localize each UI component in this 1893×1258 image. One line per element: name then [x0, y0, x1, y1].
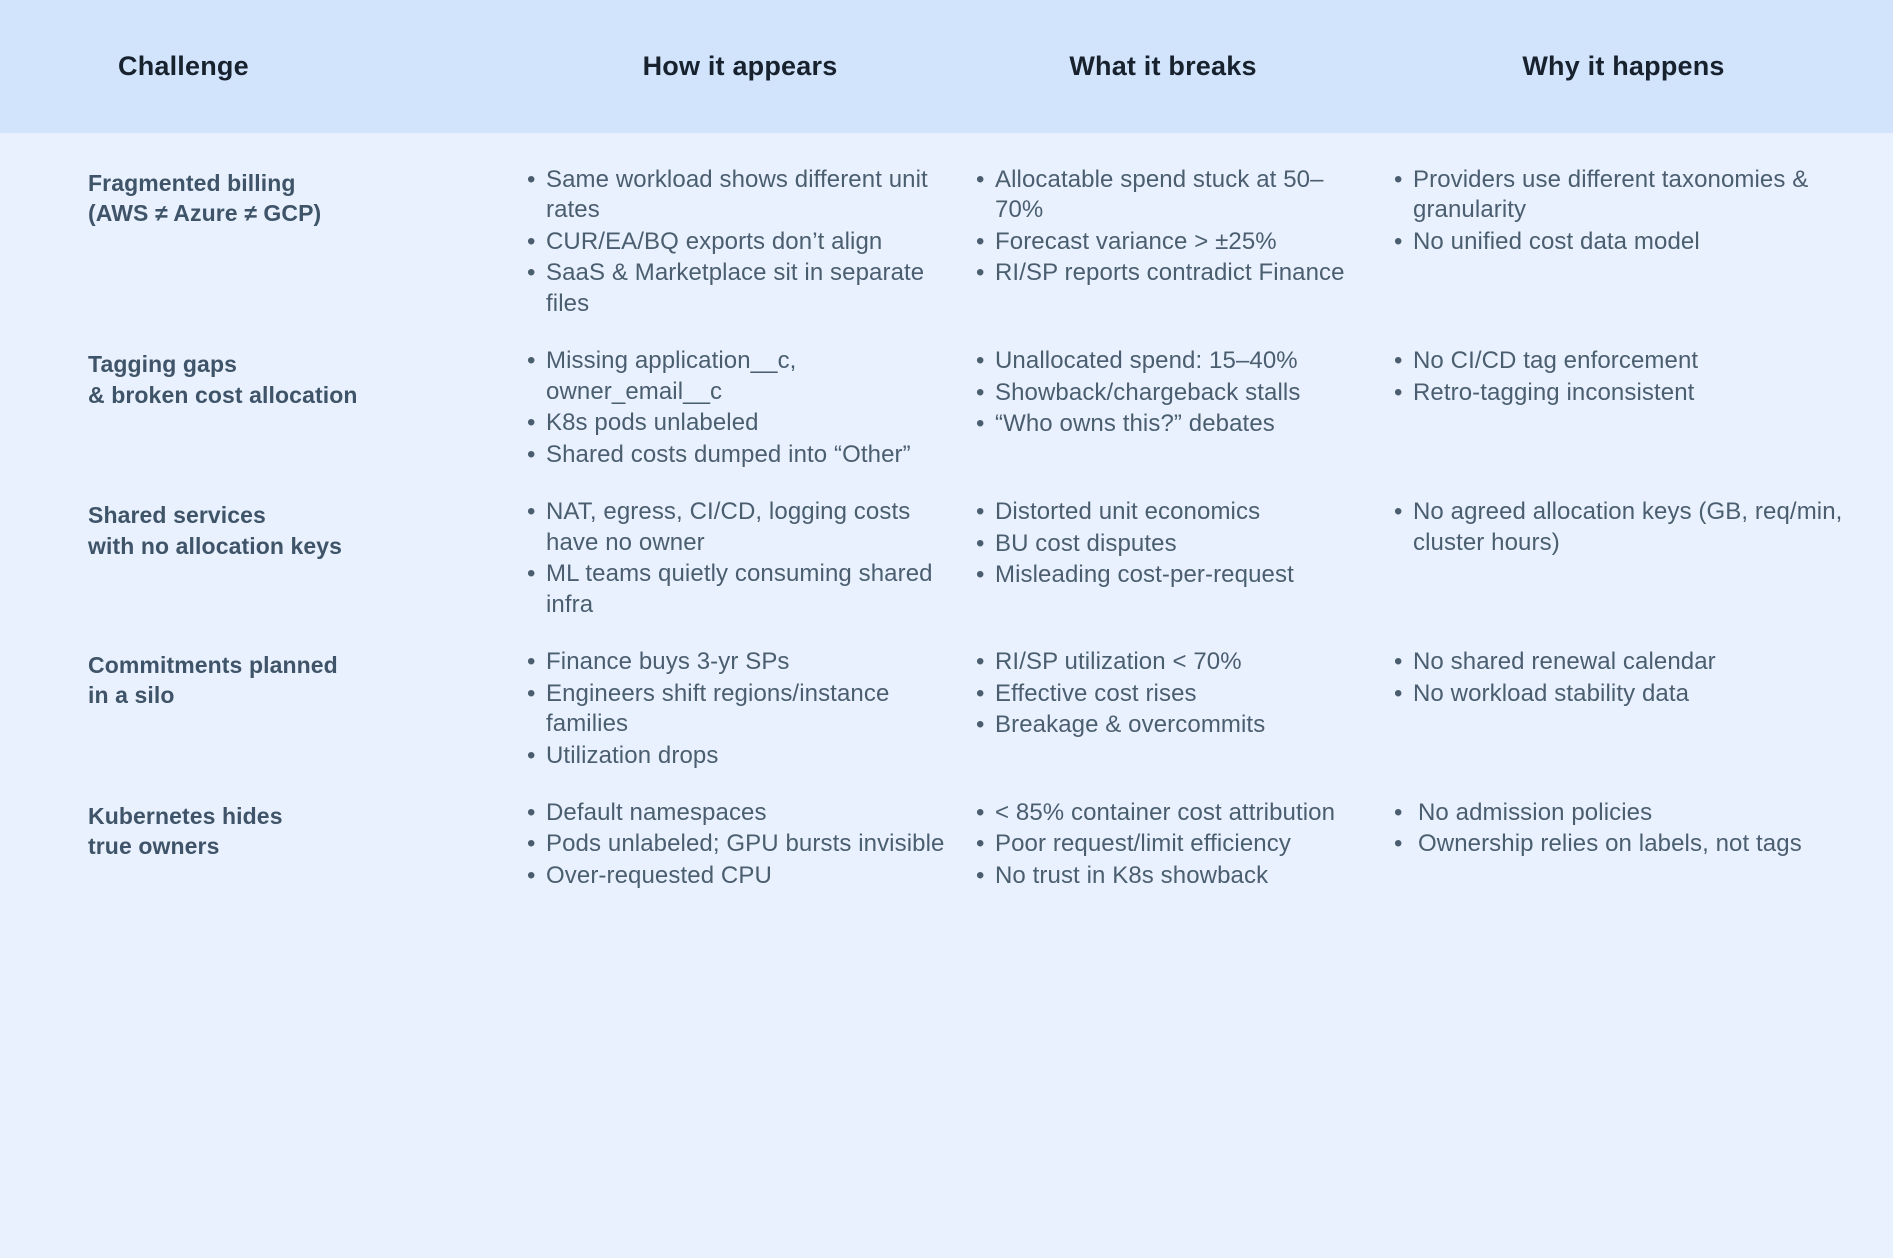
- list-item: • Engineers shift regions/instance families: [527, 679, 950, 740]
- bullet-list: [1394, 647, 1873, 709]
- challenge-title-line: Kubernetes hides: [88, 802, 283, 829]
- bullet-list: [976, 346, 1350, 439]
- list-item: • No unified cost data model: [1394, 227, 1873, 257]
- bullet-list: [976, 798, 1350, 891]
- table-row: [0, 794, 1893, 892]
- challenge-cell: [0, 643, 520, 772]
- list-item: • K8s pods unlabeled: [527, 408, 950, 438]
- list-item: • Effective cost rises: [976, 679, 1350, 709]
- bullet-list: [527, 497, 950, 620]
- table-row: [0, 493, 1893, 621]
- challenge-subtitle-line: with no allocation keys: [88, 532, 343, 559]
- bullet-list: [976, 165, 1350, 289]
- list-item: • CUR/EA/BQ exports don’t align: [527, 227, 950, 257]
- bullet-list: [1394, 165, 1873, 257]
- list-item: • Breakage & overcommits: [976, 710, 1350, 740]
- table-row: [0, 643, 1893, 772]
- why-it-happens-cell: [1370, 794, 1893, 892]
- bullet-list: [527, 165, 950, 319]
- bullet-list: [976, 497, 1350, 590]
- list-item: • Missing application__c, owner_email__c: [527, 346, 950, 407]
- list-item: • No agreed allocation keys (GB, req/min, cluster hours): [1394, 497, 1873, 558]
- list-item: • Unallocated spend: 15–40%: [976, 346, 1350, 376]
- what-it-breaks-cell: [970, 643, 1370, 772]
- list-item: • NAT, egress, CI/CD, logging costs have no owner: [527, 497, 950, 558]
- list-item: • Default namespaces: [527, 798, 950, 828]
- list-item: • RI/SP reports contradict Finance: [976, 258, 1350, 288]
- why-it-happens-cell: [1370, 493, 1893, 621]
- list-item: • No workload stability data: [1394, 679, 1873, 709]
- list-item: • Finance buys 3-yr SPs: [527, 647, 950, 677]
- column-header-what-it-breaks: What it breaks: [1069, 51, 1257, 81]
- list-item: • Poor request/limit efficiency: [976, 829, 1350, 859]
- list-item: • Utilization drops: [527, 741, 950, 771]
- challenge-title-line: Shared services: [88, 502, 266, 529]
- how-it-appears-cell: [520, 342, 970, 471]
- bullet-list: [1394, 497, 1873, 558]
- what-it-breaks-cell: [970, 342, 1370, 471]
- bullet-list: [1394, 346, 1873, 408]
- list-item: • BU cost disputes: [976, 529, 1350, 559]
- how-it-appears-cell: [520, 161, 970, 320]
- challenge-subtitle-line: in a silo: [88, 682, 175, 709]
- challenge-cell: [0, 342, 520, 471]
- list-item: • Same workload shows different unit rates: [527, 165, 950, 226]
- why-it-happens-cell: [1370, 161, 1893, 320]
- why-it-happens-cell: [1370, 342, 1893, 471]
- list-item: • No admission policies: [1394, 798, 1873, 828]
- list-item: • Misleading cost-per-request: [976, 560, 1350, 590]
- bullet-list: [527, 647, 950, 771]
- how-it-appears-cell: [520, 493, 970, 621]
- list-item: • Forecast variance > ±25%: [976, 227, 1350, 257]
- list-item: • Retro-tagging inconsistent: [1394, 378, 1873, 408]
- bullet-list: [976, 647, 1350, 740]
- list-item: • Allocatable spend stuck at 50–70%: [976, 165, 1350, 226]
- bullet-list: [527, 346, 950, 470]
- what-it-breaks-cell: [970, 493, 1370, 621]
- list-item: • Pods unlabeled; GPU bursts invisible: [527, 829, 950, 859]
- challenge-subtitle-line: & broken cost allocation: [88, 381, 358, 408]
- list-item: • Providers use different taxonomies & granularity: [1394, 165, 1873, 226]
- challenge-cell: [0, 493, 520, 621]
- table-header-row: [0, 0, 1893, 133]
- list-item: • < 85% container cost attribution: [976, 798, 1350, 828]
- table-row: [0, 342, 1893, 471]
- list-item: • “Who owns this?” debates: [976, 409, 1350, 439]
- list-item: • No shared renewal calendar: [1394, 647, 1873, 677]
- list-item: • Distorted unit economics: [976, 497, 1350, 527]
- how-it-appears-cell: [520, 794, 970, 892]
- list-item: • Shared costs dumped into “Other”: [527, 440, 950, 470]
- challenge-title-line: Commitments planned: [88, 652, 338, 679]
- list-item: • No CI/CD tag enforcement: [1394, 346, 1873, 376]
- challenge-cell: [0, 161, 520, 320]
- challenge-cell: [0, 794, 520, 892]
- list-item: • SaaS & Marketplace sit in separate files: [527, 258, 950, 319]
- list-item: • No trust in K8s showback: [976, 861, 1350, 891]
- what-it-breaks-cell: [970, 794, 1370, 892]
- bullet-list: [1394, 798, 1873, 860]
- column-header-challenge: Challenge: [118, 51, 249, 81]
- bullet-list: [527, 798, 950, 891]
- list-item: • RI/SP utilization < 70%: [976, 647, 1350, 677]
- list-item: • Showback/chargeback stalls: [976, 378, 1350, 408]
- challenge-subtitle-line: (AWS ≠ Azure ≠ GCP): [88, 200, 322, 227]
- column-header-how-it-appears: How it appears: [642, 51, 838, 81]
- why-it-happens-cell: [1370, 643, 1893, 772]
- list-item: • Ownership relies on labels, not tags: [1394, 829, 1873, 859]
- how-it-appears-cell: [520, 643, 970, 772]
- list-item: • ML teams quietly consuming shared infra: [527, 559, 950, 620]
- what-it-breaks-cell: [970, 161, 1370, 320]
- challenge-subtitle-line: true owners: [88, 833, 220, 860]
- table-body: [0, 133, 1893, 892]
- table-row: [0, 161, 1893, 320]
- challenge-title-line: Fragmented billing: [88, 170, 296, 196]
- column-header-why-it-happens: Why it happens: [1522, 51, 1725, 81]
- list-item: • Over-requested CPU: [527, 861, 950, 891]
- challenge-title-line: Tagging gaps: [88, 351, 237, 378]
